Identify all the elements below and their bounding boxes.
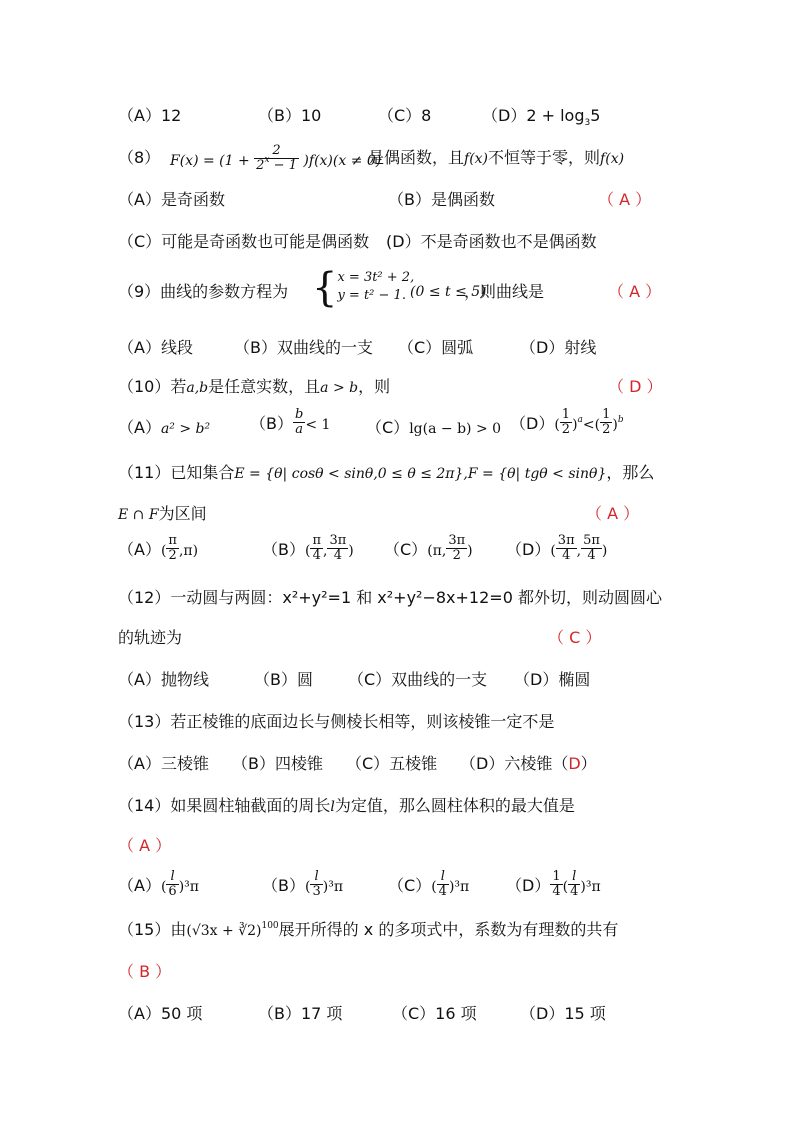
q8-answer: （ A ） [598, 190, 652, 209]
q10-text: （10）若a,b是任意实数，且a > b，则 [118, 377, 391, 396]
q13-option-d: （D）六棱锥（D） [460, 754, 597, 773]
q15-option-c: （C）16 项 [392, 1004, 477, 1023]
q7-option-b: （B）10 [258, 106, 322, 125]
q13-text: （13）若正棱锥的底面边长与侧棱长相等，则该棱锥一定不是 [118, 712, 555, 731]
q11-option-b: （B）( $\frac{\pi}{4}$ , $\frac{3\pi}{4}$ ) [262, 533, 354, 563]
q14-option-d: （D） $\frac{1}{4}$ ( $\frac{l}{4}$ )³π [506, 869, 601, 899]
q8-formula: F(x) = (1 + $\frac{2}{2^x - 1}$ )f(x)(x ≠ 0) [170, 143, 382, 173]
q13-answer: D [568, 754, 581, 773]
q9-option-d: （D）射线 [520, 338, 597, 357]
q13-option-c: （C）五棱锥 [346, 754, 438, 773]
q9-text2: ，则曲线是 [464, 282, 545, 301]
q7-option-c: （C）8 [378, 106, 432, 125]
q11-option-d: （D）( $\frac{3\pi}{4}$ , $\frac{5\pi}{4}$ ) [506, 533, 608, 563]
q9-answer: （ A ） [608, 282, 662, 301]
q8-option-d: (D）不是奇函数也不是偶函数 [386, 232, 597, 251]
q8-option-b: （B）是偶函数 [388, 190, 495, 209]
q10-option-c: （C）lg(a − b) > 0 [366, 418, 502, 437]
q11-text2: E ∩ F为区间 [118, 504, 207, 523]
q10-option-d: （D）( $\frac{1}{2}$ )$^a$<( $\frac{1}{2}$ )$^b$ [510, 407, 624, 437]
q11-answer: （ A ） [586, 504, 640, 523]
q14-option-b: （B）( $\frac{l}{3}$ )³π [262, 869, 344, 899]
q11-option-c: （C）(π, $\frac{3\pi}{2}$ ) [384, 533, 473, 563]
q15-text: （15）由(√3x + ∛2)$^{100}$展开所得的 x 的多项式中，系数为有理数的共有 [118, 920, 619, 939]
q10-option-a: （A）a² > b² [118, 418, 211, 437]
q15-option-b: （B）17 项 [258, 1004, 343, 1023]
q10-option-b: （B） $\frac{b}{a}$ < 1 [250, 407, 331, 437]
q11-text: （11）已知集合E = {θ| cosθ < sinθ,0 ≤ θ ≤ 2π},F = {θ| tgθ < sinθ}，那么 [118, 463, 655, 482]
q12-answer: （ C ） [548, 628, 602, 647]
q14-option-a: （A）( $\frac{l}{6}$ )³π [118, 869, 199, 899]
q9-equation-system: { x = 3t² + 2, y = t² − 1. [312, 265, 415, 311]
q9-option-a: （A）线段 [118, 338, 193, 357]
q12-option-a: （A）抛物线 [118, 670, 209, 689]
q8-text: 是偶函数，且f(x)不恒等于零，则f(x) [368, 148, 625, 167]
q8-option-c: （C）可能是奇函数也可能是偶函数 [118, 232, 370, 251]
q12-option-d: （D）椭圆 [514, 670, 591, 689]
q9-range: (0 ≤ t ≤ 5) [410, 284, 486, 300]
q14-text: （14）如果圆柱轴截面的周长l为定值，那么圆柱体积的最大值是 [118, 796, 575, 815]
q11-option-a: （A）( $\frac{\pi}{2}$ ,π) [118, 533, 199, 563]
q12-text2: 的轨迹为 [118, 628, 183, 647]
q12-option-c: （C）双曲线的一支 [348, 670, 488, 689]
q9-option-b: （B）双曲线的一支 [234, 338, 373, 357]
q14-answer: （ A ） [118, 836, 172, 855]
q14-option-c: （C）( $\frac{l}{4}$ )³π [388, 869, 470, 899]
q15-option-d: （D）15 项 [520, 1004, 606, 1023]
q10-answer: （ D ） [608, 377, 663, 396]
q8-option-a: （A）是奇函数 [118, 190, 225, 209]
q12-option-b: （B）圆 [254, 670, 313, 689]
q13-option-b: （B）四棱锥 [232, 754, 323, 773]
q9-option-c: （C）圆弧 [398, 338, 474, 357]
q15-option-a: （A）50 项 [118, 1004, 203, 1023]
q13-option-a: （A）三棱锥 [118, 754, 209, 773]
q7-option-d: $(D)2 + \log_35$ [482, 106, 601, 128]
q7-option-a: （A）12 [118, 106, 182, 125]
q15-answer: （ B ） [118, 962, 172, 981]
q12-text: （12）一动圆与两圆：x²+y²=1 和 x²+y²−8x+12=0 都外切，则动圆圆心 [118, 588, 662, 607]
q8-number: （8） [118, 148, 161, 167]
q9-text: （9）曲线的参数方程为 [118, 282, 289, 301]
